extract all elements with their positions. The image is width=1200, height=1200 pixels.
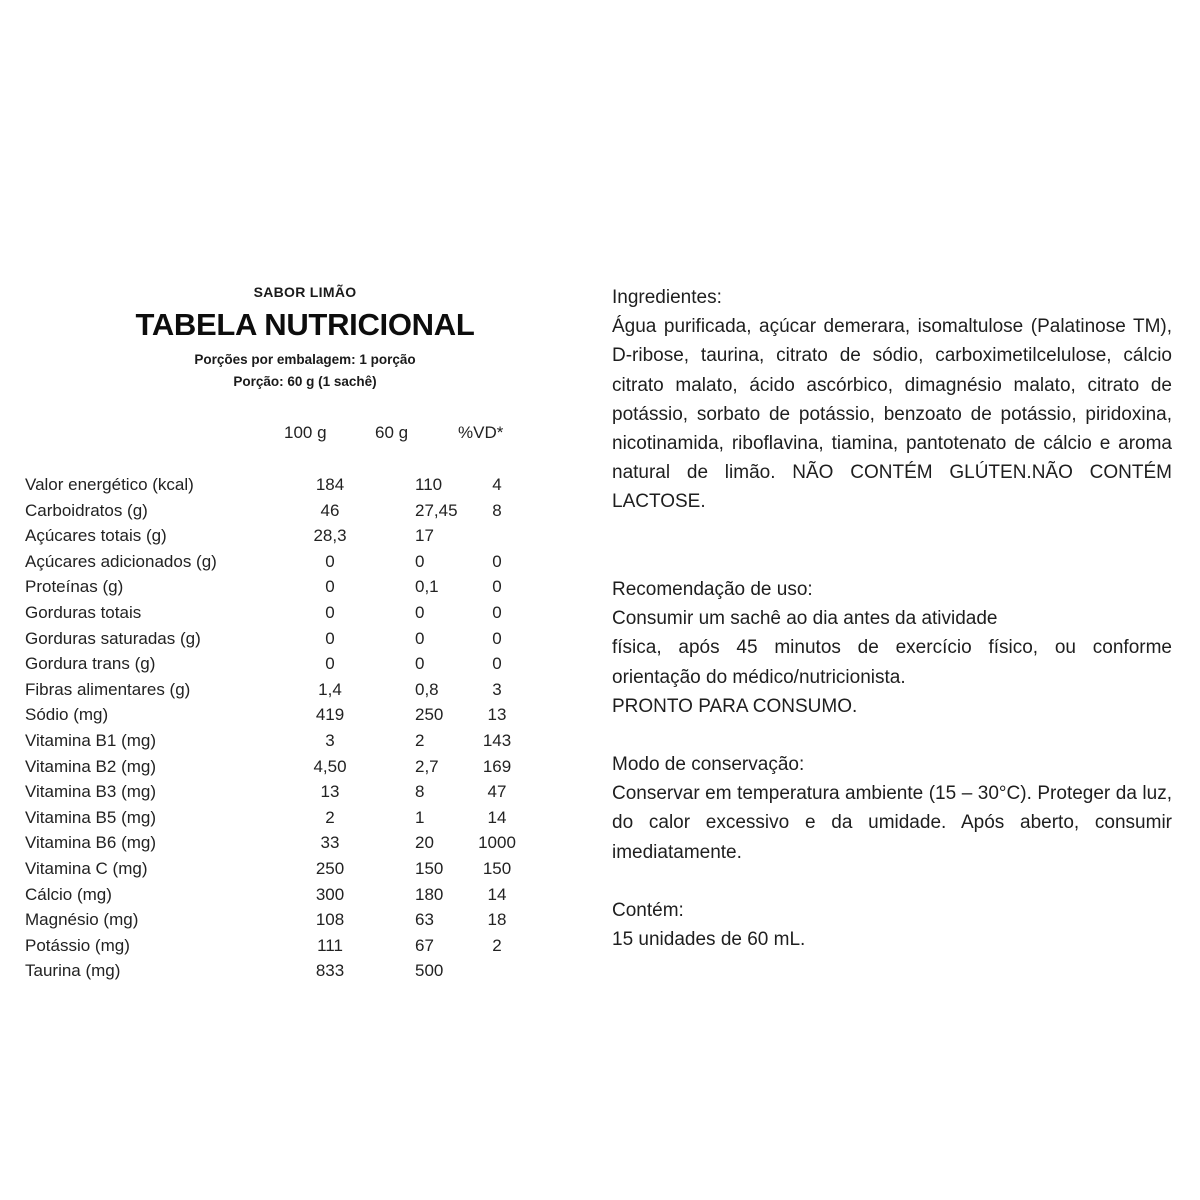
value-per-100g: 108 [315,910,345,930]
nutrition-row: Gorduras saturadas (g) 0 0 0 [25,626,585,652]
nutrient-name: Proteínas (g) [25,577,124,597]
nutrition-row: Proteínas (g) 0 0,1 0 [25,574,585,600]
nutrient-name: Sódio (mg) [25,705,109,725]
daily-value-percent: 0 [492,628,502,648]
nutrient-name: Valor energético (kcal) [25,475,194,494]
nutrient-name: Taurina (mg) [25,961,121,981]
nutrition-row: Sódio (mg) 419 250 13 [25,702,585,728]
nutrient-name: Vitamina C (mg) [25,858,148,878]
nutrition-row: Gorduras totais 0 0 0 [25,600,585,626]
ingredients-text: Água purificada, açúcar demerara, isomaltulose (Palatinose TM), D-ribose, taurina, citrato de sódio, carboximetilcelulose, cálcio citrato malato, ácido ascórbico, dimagnésio malato, citrato de potássio, sorbato de potássio, benzoato de potássio, piridoxina, nicotinamida, riboflavina, tiamina, pantotenato de cálcio e aroma natural de limão. NÃO CONTÉM GLÚTEN.NÃO CONTÉM LACTOSE. [612,316,1172,513]
nutrient-name: Açúcares totais (g) [25,526,167,546]
nutrient-name: Gorduras saturadas (g) [25,628,201,648]
value-per-100g: 250 [315,858,345,878]
nutrition-row: Vitamina B5 (mg) 2 1 14 [25,805,585,831]
nutrient-name: Vitamina B2 (mg) [25,756,157,776]
nutrient-name: Vitamina B6 (mg) [25,833,157,853]
daily-value-percent: 14 [487,807,507,827]
daily-value-percent: 14 [487,884,507,904]
servings-per-pack: Porções por embalagem: 1 porção [194,352,416,367]
value-per-100g: 300 [315,884,345,904]
value-per-100g: 46 [320,500,340,520]
daily-value-percent: 0 [492,551,502,571]
nutrition-table-title: TABELA NUTRICIONAL [135,307,475,342]
recommendation-line-2: física, após 45 minutos de exercício físico, ou conforme orientação do médico/nutricionista. [612,637,1172,688]
daily-value-percent: 3 [492,679,502,699]
nutrient-name: Gorduras totais [25,602,142,622]
value-per-100g: 33 [320,833,340,853]
ingredients-section [612,283,1172,517]
daily-value-percent: 143 [482,730,512,750]
daily-value-percent: 8 [492,500,502,520]
value-per-100g: 0 [325,577,335,597]
value-per-100g: 1,4 [318,679,342,699]
nutrition-row: Vitamina C (mg) 250 150 150 [25,856,585,882]
nutrient-name: Açúcares adicionados (g) [25,551,217,571]
portion-size: Porção: 60 g (1 sachê) [233,374,377,389]
value-per-100g: 0 [325,628,335,648]
nutrient-name: Gordura trans (g) [25,654,156,674]
value-per-100g: 28,3 [313,526,347,546]
value-per-100g: 0 [325,551,335,571]
daily-value-percent: 0 [492,602,502,622]
daily-value-percent: 1000 [478,833,516,853]
nutrient-name: Magnésio (mg) [25,910,139,930]
nutrition-row: Taurina (mg) 833 500 [25,958,585,984]
nutrition-row: Fibras alimentares (g) 1,4 0,8 3 [25,677,585,703]
value-per-100g: 184 [315,475,345,494]
nutrition-row: Vitamina B3 (mg) 13 8 47 [25,779,585,805]
value-per-100g: 833 [315,961,345,981]
contents-heading: Contém: [612,900,684,921]
value-per-100g: 13 [320,782,340,802]
nutrient-name: Cálcio (mg) [25,884,112,904]
nutrition-row: Cálcio (mg) 300 180 14 [25,882,585,908]
value-per-100g: 419 [315,705,345,725]
contents-text: 15 unidades de 60 mL. [612,929,806,951]
recommendation-section [612,575,1172,721]
nutrient-name: Vitamina B5 (mg) [25,807,157,827]
column-header-vd: %VD* [458,423,504,442]
nutrient-name: Vitamina B3 (mg) [25,782,157,802]
daily-value-percent: 0 [492,577,502,597]
conservation-section [612,750,1172,867]
recommendation-line-3: PRONTO PARA CONSUMO. [612,695,858,717]
nutrition-row: Potássio (mg) 111 67 2 [25,933,585,959]
value-per-100g: 111 [317,935,343,955]
nutrition-row: Magnésio (mg) 108 63 18 [25,907,585,933]
conservation-heading: Modo de conservação: [612,754,805,775]
daily-value-percent: 150 [482,858,512,878]
recommendation-heading: Recomendação de uso: [612,579,813,600]
value-per-100g: 3 [325,730,335,750]
column-header-100g: 100 g [284,423,327,442]
nutrition-row: Gordura trans (g) 0 0 0 [25,651,585,677]
daily-value-percent: 2 [492,935,502,955]
column-header-60g: 60 g [375,423,409,442]
daily-value-percent: 0 [492,654,502,674]
nutrition-row: Vitamina B2 (mg) 4,50 2,7 169 [25,754,585,780]
value-per-100g: 0 [325,602,335,622]
daily-value-percent: 4 [492,475,502,494]
conservation-text: Conservar em temperatura ambiente (15 – 30°C). Proteger da luz, do calor excessivo e da umidade. Após aberto, consumir imediatamente. [612,783,1172,863]
value-per-100g: 4,50 [313,756,347,776]
nutrient-name: Carboidratos (g) [25,500,148,520]
nutrition-row: Valor energético (kcal) 184 110 4 [25,472,585,498]
nutrition-row: Açúcares adicionados (g) 0 0 0 [25,549,585,575]
daily-value-percent: 18 [487,910,507,930]
flavor-label: SABOR LIMÃO [253,284,357,300]
nutrition-rows [25,472,585,984]
value-per-100g: 2 [325,807,335,827]
value-per-100g: 0 [325,654,335,674]
nutrient-name: Potássio (mg) [25,935,130,955]
nutrient-name: Vitamina B1 (mg) [25,730,157,750]
daily-value-percent: 47 [487,782,507,802]
recommendation-line-1: Consumir um sachê ao dia antes da atividade [612,608,998,630]
nutrient-name: Fibras alimentares (g) [25,679,191,699]
nutrition-row: Vitamina B6 (mg) 33 20 1000 [25,830,585,856]
nutrition-row: Carboidratos (g) 46 27,45 8 [25,498,585,524]
daily-value-percent: 169 [482,756,512,776]
contents-section [612,896,1172,954]
ingredients-heading: Ingredientes: [612,287,722,308]
nutrition-row: Açúcares totais (g) 28,3 17 [25,523,585,549]
daily-value-percent: 13 [487,705,507,725]
nutrition-row: Vitamina B1 (mg) 3 2 143 [25,728,585,754]
